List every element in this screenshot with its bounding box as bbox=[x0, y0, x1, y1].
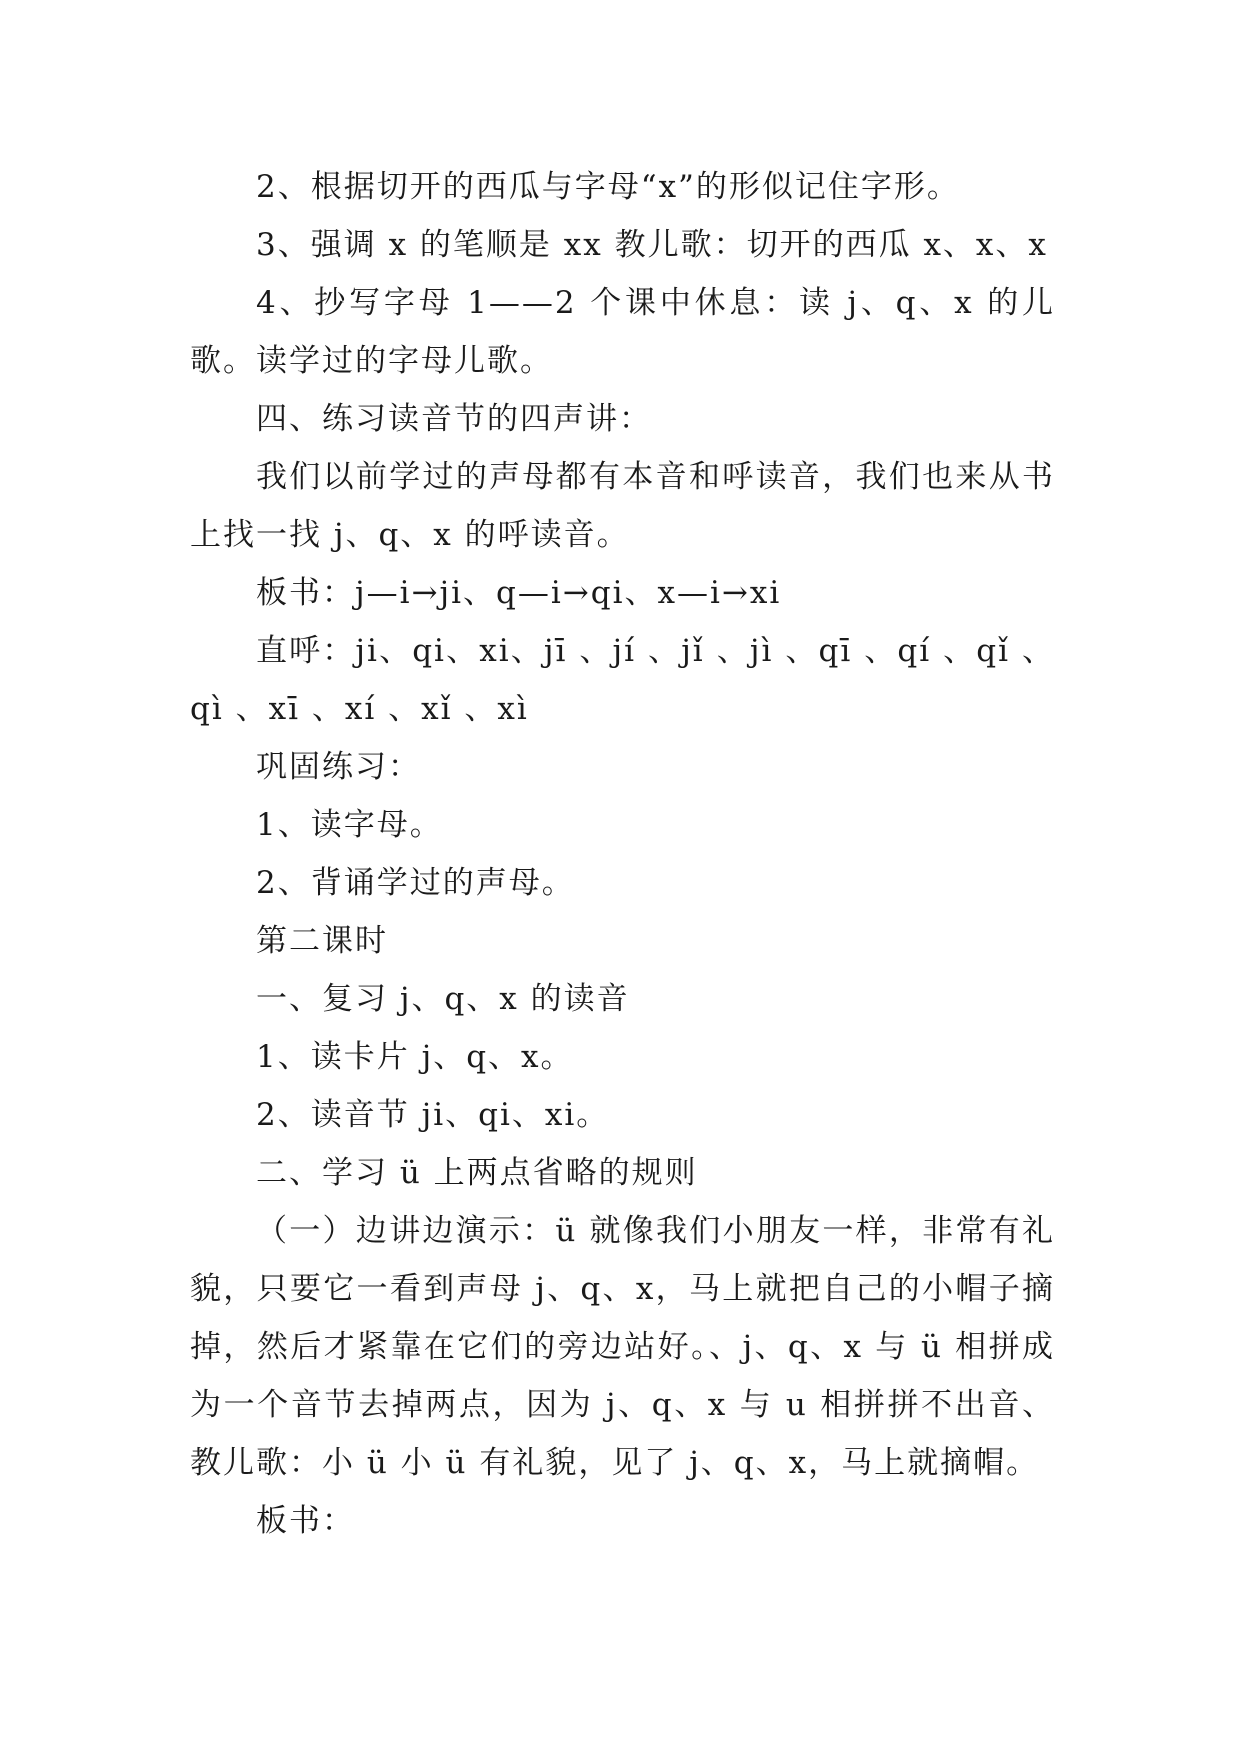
document-body bbox=[190, 158, 1055, 1550]
paragraph-11: 第二课时 bbox=[256, 923, 388, 959]
paragraph-4: 四、练习读音节的四声讲： bbox=[256, 401, 652, 437]
paragraph-9: 1、读字母。 bbox=[256, 807, 443, 843]
paragraph-6: 板书：j—i→ji、q—i→qi、x—i→xi bbox=[256, 575, 782, 611]
paragraph-17: 板书： bbox=[256, 1503, 355, 1539]
paragraph-15: 二、学习 ü 上两点省略的规则 bbox=[256, 1155, 698, 1191]
paragraph-16: （一）边讲边演示：ü 就像我们小朋友一样，非常有礼貌，只要它一看到声母 j、q、x，马上就把自己的小帽子摘掉，然后才紧靠在它们的旁边站好。、j、q、x 与 ü 相拼成为一个音节去掉两点，因为 j、q、x 与 u 相拼拼不出音、教儿歌：小 ü 小 ü 有礼貌，见了 j、q、x，马上就摘帽。 bbox=[190, 1213, 1055, 1481]
paragraph-1: 2、根据切开的西瓜与字母“x”的形似记住字形。 bbox=[256, 169, 960, 205]
paragraph-3: 4、抄写字母 1——2 个课中休息：读 j、q、x 的儿歌。读学过的字母儿歌。 bbox=[190, 285, 1055, 379]
paragraph-13: 1、读卡片 j、q、x。 bbox=[256, 1039, 574, 1075]
paragraph-5: 我们以前学过的声母都有本音和呼读音，我们也来从书上找一找 j、q、x 的呼读音。 bbox=[190, 459, 1055, 553]
paragraph-10: 2、背诵学过的声母。 bbox=[256, 865, 575, 901]
paragraph-12: 一、复习 j、q、x 的读音 bbox=[256, 981, 630, 1017]
paragraph-8: 巩固练习： bbox=[256, 749, 421, 785]
paragraph-7: 直呼：ji、qi、xi、jī 、jí 、jǐ 、jì 、qī 、qí 、qǐ 、qì 、xī 、xí 、xǐ 、xì bbox=[190, 633, 1055, 727]
paragraph-2: 3、强调 x 的笔顺是 xx 教儿歌：切开的西瓜 x、x、x bbox=[256, 227, 1048, 263]
paragraph-14: 2、读音节 ji、qi、xi。 bbox=[256, 1097, 610, 1133]
